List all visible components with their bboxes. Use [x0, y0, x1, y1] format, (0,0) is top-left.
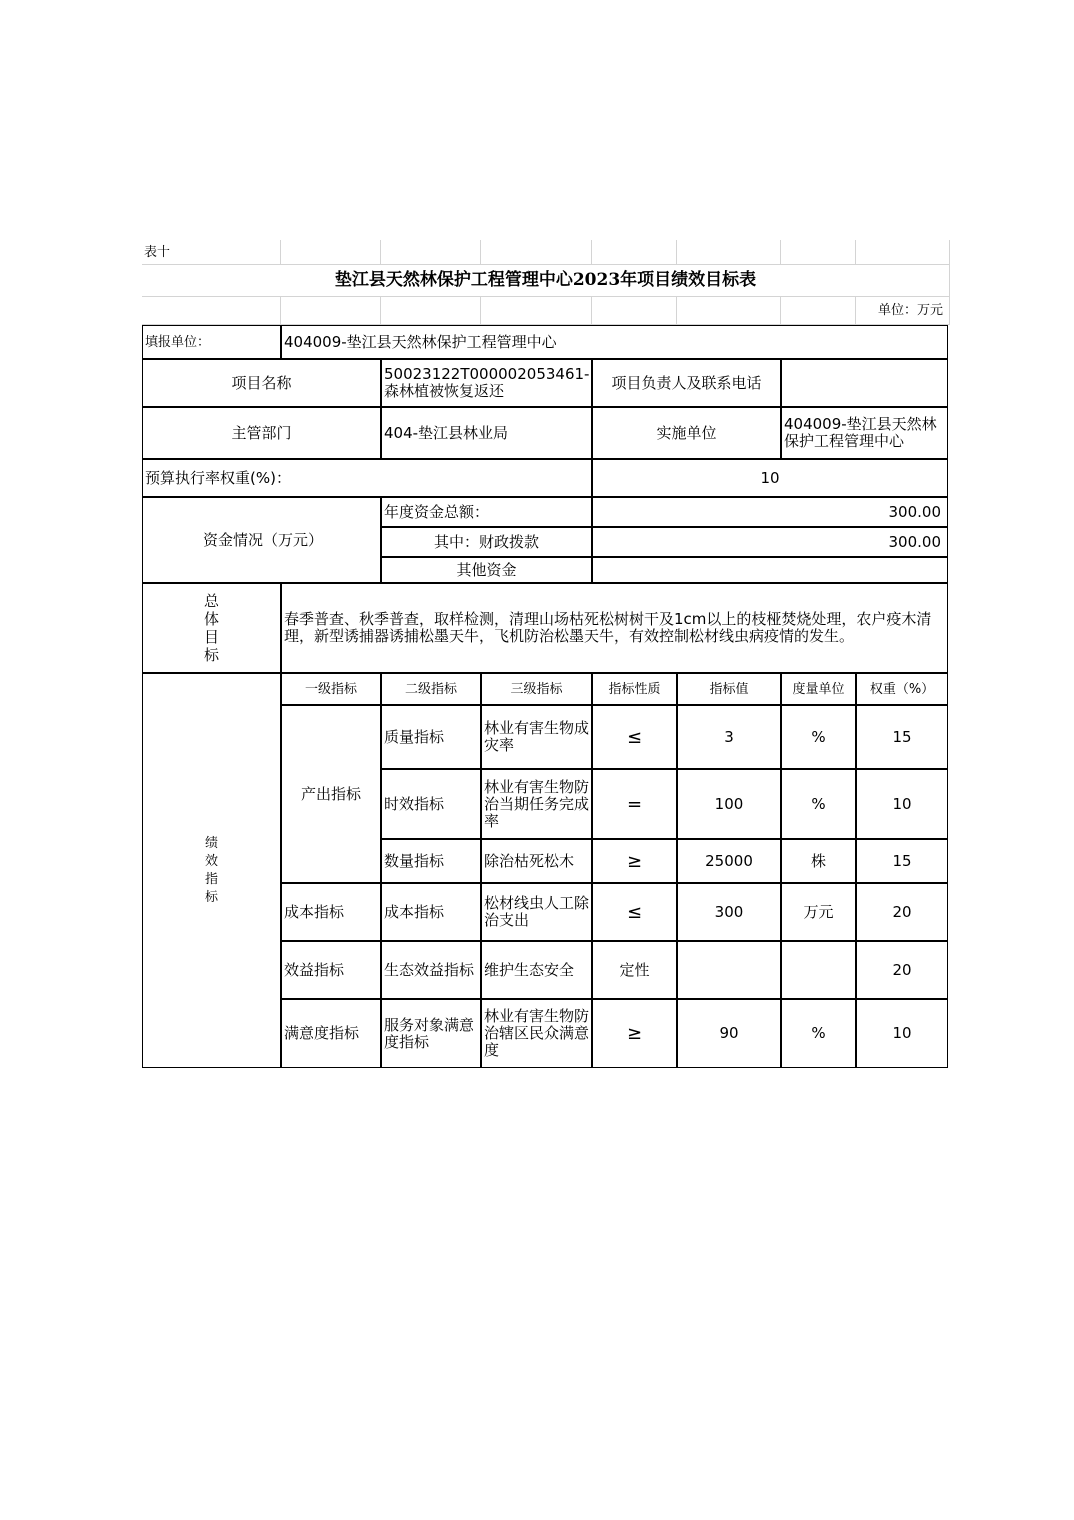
indicator-row-nature: ≤ — [592, 883, 677, 941]
project-name-label: 项目名称 — [142, 359, 381, 407]
indicator-row-weight: 15 — [856, 705, 948, 769]
indicator-row-weight: 20 — [856, 941, 948, 999]
indicator-row-l3: 林业有害生物防治当期任务完成率 — [481, 769, 592, 839]
indicator-row-weight: 10 — [856, 999, 948, 1068]
indicator-row-value — [677, 941, 781, 999]
indicator-row-nature: 定性 — [592, 941, 677, 999]
grid-cell — [856, 240, 950, 265]
project-name-value: 50023122T000002053461-森林植被恢复返还 — [381, 359, 592, 407]
indicator-row-l2: 数量指标 — [381, 839, 481, 883]
grid-cell — [677, 297, 781, 325]
indicator-row-l2: 生态效益指标 — [381, 941, 481, 999]
indicator-row-l2: 成本指标 — [381, 883, 481, 941]
contact-label: 项目负责人及联系电话 — [592, 359, 781, 407]
indicator-row-l3: 林业有害生物防治辖区民众满意度 — [481, 999, 592, 1068]
indicator-row-value: 100 — [677, 769, 781, 839]
header-unit: 度量单位 — [781, 673, 856, 705]
indicator-row-unit — [781, 941, 856, 999]
indicator-row-nature: = — [592, 769, 677, 839]
indicator-row-unit: % — [781, 769, 856, 839]
contact-value — [781, 359, 948, 407]
grid-cell — [381, 240, 481, 265]
level1-cost: 成本指标 — [281, 883, 381, 941]
annual-total-value: 300.00 — [592, 497, 948, 527]
indicator-row-weight: 15 — [856, 839, 948, 883]
unit-label: 单位：万元 — [856, 297, 950, 325]
level1-satisfaction: 满意度指标 — [281, 999, 381, 1068]
level1-output: 产出指标 — [281, 705, 381, 883]
grid-cell — [281, 240, 381, 265]
indicator-row-value: 3 — [677, 705, 781, 769]
header-weight: 权重（%） — [856, 673, 948, 705]
grid-cell — [481, 240, 592, 265]
grid-cell — [592, 240, 677, 265]
dept-label: 主管部门 — [142, 407, 381, 459]
header-value: 指标值 — [677, 673, 781, 705]
indicator-row-weight: 20 — [856, 883, 948, 941]
indicator-row-nature: ≥ — [592, 999, 677, 1068]
page-title: 垫江县天然林保护工程管理中心2023年项目绩效目标表 — [142, 265, 950, 297]
grid-cell — [781, 240, 856, 265]
indicator-row-weight: 10 — [856, 769, 948, 839]
fiscal-value: 300.00 — [592, 527, 948, 557]
budget-weight-value: 10 — [592, 459, 948, 497]
indicator-row-unit: % — [781, 705, 856, 769]
indicator-row-l2: 时效指标 — [381, 769, 481, 839]
indicator-row-nature: ≥ — [592, 839, 677, 883]
indicator-row-value: 300 — [677, 883, 781, 941]
overall-goal-label: 总 体 目 标 — [142, 583, 281, 673]
fill-unit-value: 404009-垫江县天然林保护工程管理中心 — [281, 325, 948, 359]
impl-label: 实施单位 — [592, 407, 781, 459]
other-funds-label: 其他资金 — [381, 557, 592, 583]
grid-cell — [677, 240, 781, 265]
performance-target-sheet — [142, 240, 950, 1070]
header-level2: 二级指标 — [381, 673, 481, 705]
header-level3: 三级指标 — [481, 673, 592, 705]
header-nature: 指标性质 — [592, 673, 677, 705]
indicator-row-unit: % — [781, 999, 856, 1068]
indicator-row-l3: 松材线虫人工除治支出 — [481, 883, 592, 941]
funds-label: 资金情况（万元） — [142, 497, 381, 583]
indicator-row-nature: ≤ — [592, 705, 677, 769]
annual-total-label: 年度资金总额： — [381, 497, 592, 527]
performance-indicator-label: 绩 效 指 标 — [142, 673, 281, 1068]
indicator-row-l2: 服务对象满意度指标 — [381, 999, 481, 1068]
grid-cell — [781, 297, 856, 325]
grid-cell — [142, 297, 281, 325]
fill-unit-label: 填报单位： — [142, 325, 281, 359]
grid-cell — [592, 297, 677, 325]
table-number: 表十 — [142, 240, 281, 265]
grid-cell — [381, 297, 481, 325]
indicator-row-unit: 株 — [781, 839, 856, 883]
fiscal-label: 其中：财政拨款 — [381, 527, 592, 557]
dept-value: 404-垫江县林业局 — [381, 407, 592, 459]
indicator-row-l3: 除治枯死松木 — [481, 839, 592, 883]
indicator-row-l2: 质量指标 — [381, 705, 481, 769]
grid-cell — [281, 297, 381, 325]
indicator-row-value: 25000 — [677, 839, 781, 883]
impl-value: 404009-垫江县天然林保护工程管理中心 — [781, 407, 948, 459]
indicator-row-value: 90 — [677, 999, 781, 1068]
indicator-row-unit: 万元 — [781, 883, 856, 941]
level1-benefit: 效益指标 — [281, 941, 381, 999]
indicator-row-l3: 林业有害生物成灾率 — [481, 705, 592, 769]
grid-cell — [481, 297, 592, 325]
other-funds-value — [592, 557, 948, 583]
header-level1: 一级指标 — [281, 673, 381, 705]
indicator-row-l3: 维护生态安全 — [481, 941, 592, 999]
overall-goal-text: 春季普查、秋季普查，取样检测，清理山场枯死松树树干及1cm以上的枝桠焚烧处理，农户疫木清理，新型诱捕器诱捕松墨天牛，飞机防治松墨天牛，有效控制松材线虫病疫情的发生。 — [281, 583, 948, 673]
budget-weight-label: 预算执行率权重(%)： — [142, 459, 592, 497]
